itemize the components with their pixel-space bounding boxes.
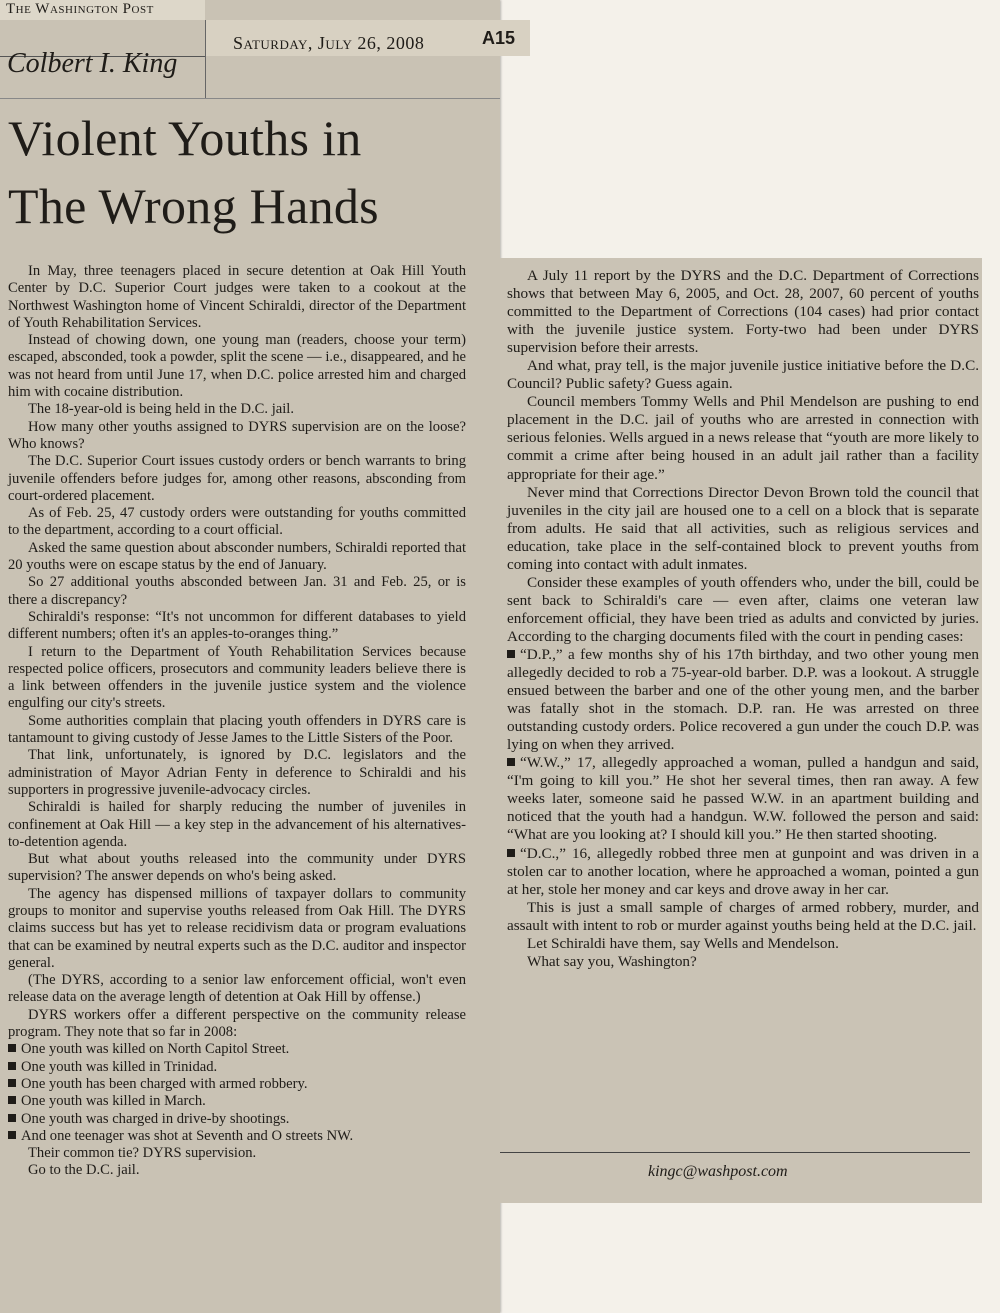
paragraph	[8, 574, 466, 609]
bullet-square-icon	[8, 1079, 16, 1087]
paragraph	[507, 935, 979, 953]
paragraph-text: This is just a small sample of charges of armed robbery, murder, and assault with intent to rob or murder against youths being held at the D.C. jail.	[507, 898, 979, 934]
paragraph	[8, 886, 466, 972]
bullet-square-icon	[507, 849, 515, 857]
bullet-item	[8, 1076, 466, 1093]
paragraph	[8, 332, 466, 401]
byline: Colbert I. King	[7, 48, 178, 79]
bullet-square-icon	[8, 1131, 16, 1139]
paragraph-text: Asked the same question about absconder numbers, Schiraldi reported that 20 youths were on escape status by the end of January.	[8, 539, 466, 574]
paragraph	[8, 851, 466, 886]
bullet-square-icon	[8, 1096, 16, 1104]
headline	[8, 104, 498, 240]
date-text: Saturday, July 26, 2008	[233, 33, 425, 53]
author-email: kingc@washpost.com	[648, 1163, 788, 1180]
paragraph-text: (The DYRS, according to a senior law enforcement official, won't even release data on the average length of detention at Oak Hill by offense.)	[8, 972, 466, 1006]
paragraph	[8, 401, 466, 418]
bullet-square-icon	[8, 1044, 16, 1052]
paragraph	[8, 799, 466, 851]
paragraph	[507, 574, 979, 646]
headline-line-2: The Wrong Hands	[8, 178, 379, 234]
paragraph	[507, 484, 979, 574]
paragraph-text: The agency has dispensed millions of taxpayer dollars to community groups to monitor and supervise youths released from Oak Hill. The DYRS claims success but has yet to release recidivism data or program evaluations that can be examined by neutral experts such as the D.C. auditor and inspector general.	[8, 885, 466, 971]
bullet-item	[507, 845, 979, 899]
bullet-square-icon	[507, 758, 515, 766]
article-column-left	[8, 263, 466, 1180]
article-column-right	[507, 267, 979, 971]
paragraph-text: A July 11 report by the DYRS and the D.C. Department of Corrections shows that between May 6, 2005, and Oct. 28, 2007, 60 percent of youths committed to the Department of Corrections (104 cases) had prior contact with the juvenile justice system. Forty-two had been under DYRS supervision before their arrests.	[507, 267, 979, 357]
paragraph	[8, 644, 466, 713]
paragraph-text: “D.P.,” a few months shy of his 17th birthday, and two other young men allegedly decided to rob a 75-year-old barber. D.P. was a lookout. A struggle ensued between the barber and one of the other young men, and the barber was fatally shot in the stomach. D.P. ran. He was arrested on three outstanding custody orders. Police recovered a gun under the couch D.P. was lying on when they arrived.	[507, 645, 979, 754]
end-rule	[500, 1152, 970, 1153]
paragraph-text: The D.C. Superior Court issues custody orders or bench warrants to bring juvenile offenders before judges for, among other reasons, absconding from court-ordered placement.	[8, 453, 466, 504]
paragraph	[8, 1007, 466, 1042]
paragraph-text: One youth was killed in March.	[21, 1093, 206, 1110]
bullet-item	[507, 646, 979, 754]
paragraph	[8, 972, 466, 1007]
paragraph-text: One youth was killed in Trinidad.	[21, 1058, 218, 1075]
paragraph	[8, 747, 466, 799]
paragraph-text: That link, unfortunately, is ignored by D.C. legislators and the administration of Mayor Adrian Fenty in deference to Schiraldi and his supporters in progressive juvenile-advocacy circles.	[8, 747, 466, 798]
bullet-item	[8, 1041, 466, 1058]
paragraph-text: Never mind that Corrections Director Devon Brown told the council that juveniles in the city jail are housed one to a cell on a block that is separate from adults. He said that all activities, such as religious services and education, take place in the self-contained block to prevent youths from coming into contact with adult inmates.	[507, 483, 979, 573]
paragraph-text: How many other youths assigned to DYRS supervision are on the loose? Who knows?	[8, 418, 466, 452]
paragraph	[8, 263, 466, 332]
paragraph-text: What say you, Washington?	[527, 952, 697, 970]
bullet-item	[8, 1111, 466, 1128]
paragraph-text: Council members Tommy Wells and Phil Mendelson are pushing to end placement in the D.C. jail of youths who are arrested in connection with serious felonies. Wells argued in a news release that “youth are more likely to commit a crime after being housed in an adult jail rather than a facility appropriate for their age.”	[507, 393, 979, 483]
paragraph-text: And what, pray tell, is the major juvenile justice initiative before the D.C. Council? Public safety? Guess again.	[507, 357, 979, 393]
bullet-item	[507, 754, 979, 844]
paragraph-text: Schiraldi is hailed for sharply reducing the number of juveniles in confinement at Oak Hill — a key step in the advancement of his alternatives-to-detention agenda.	[8, 799, 466, 850]
paragraph-text: Instead of chowing down, one young man (readers, choose your term) escaped, absconded, took a powder, split the scene — i.e., disappeared, and he was not heard from until June 17, when D.C. police arrested him and charged him with cocaine distribution.	[8, 332, 466, 401]
paragraph-text: “W.W.,” 17, allegedly approached a woman, pulled a handgun and said, “I'm going to kill you.” He shot her several times, then ran away. A few weeks later, someone said he passed W.W. in an apartment building and noticed that the youth had a handgun. W.W. followed the person and said: “What are you looking at? I should kill you.” He then started shooting.	[507, 754, 979, 844]
bullet-square-icon	[8, 1114, 16, 1122]
paragraph	[507, 899, 979, 935]
byline-divider	[205, 20, 206, 98]
paragraph-text: “D.C.,” 16, allegedly robbed three men at gunpoint and was driven in a stolen car to another location, where he approached a woman, pointed a gun at her, stole her money and car keys and drove away in her car.	[507, 844, 979, 898]
header-rule	[0, 98, 500, 99]
paragraph-text: One youth was charged in drive-by shootings.	[21, 1110, 290, 1127]
paragraph-text: Let Schiraldi have them, say Wells and Mendelson.	[527, 934, 839, 952]
paragraph-text: Some authorities complain that placing youth offenders in DYRS care is tantamount to giving custody of Jesse James to the Little Sisters of the Poor.	[8, 712, 466, 747]
bullet-item	[8, 1059, 466, 1076]
paragraph	[507, 357, 979, 393]
paragraph-text: So 27 additional youths absconded between Jan. 31 and Feb. 25, or is there a discrepancy?	[8, 574, 466, 608]
page-number: A15	[482, 28, 516, 48]
paragraph	[507, 267, 979, 357]
publication-date	[233, 33, 424, 54]
bullet-square-icon	[507, 650, 515, 658]
paragraph-text: As of Feb. 25, 47 custody orders were outstanding for youths committed to the department, according to a court official.	[8, 505, 466, 539]
paragraph	[8, 1145, 466, 1162]
paragraph-text: One youth has been charged with armed robbery.	[21, 1075, 308, 1092]
paragraph	[8, 419, 466, 454]
paragraph-text: Consider these examples of youth offenders who, under the bill, could be sent back to Schiraldi's care — even after, claims one veteran law enforcement official, they have been tried as adults and convicted by juries. According to the charging documents filed with the court in pending cases:	[507, 573, 979, 645]
paragraph-text: And one teenager was shot at Seventh and O streets NW.	[21, 1127, 354, 1144]
paragraph	[8, 1162, 466, 1179]
paragraph-text: One youth was killed on North Capitol Street.	[21, 1041, 290, 1058]
paragraph-text: DYRS workers offer a different perspective on the community release program. They note that so far in 2008:	[8, 1006, 466, 1041]
paragraph-text: Go to the D.C. jail.	[28, 1162, 140, 1179]
paragraph-text: But what about youths released into the community under DYRS supervision? The answer depends on who's being asked.	[8, 851, 466, 885]
paragraph	[8, 609, 466, 644]
paragraph	[507, 953, 979, 971]
paragraph-text: The 18-year-old is being held in the D.C. jail.	[28, 401, 294, 418]
publication-name: The Washington Post	[6, 1, 154, 17]
paragraph	[507, 393, 979, 483]
paragraph	[8, 453, 466, 505]
bullet-item	[8, 1093, 466, 1110]
headline-line-1: Violent Youths in	[8, 110, 362, 166]
paragraph-text: I return to the Department of Youth Rehabilitation Services because respected police officers, prosecutors and community leaders believe there is a link between offenders in the juvenile justice system and the violence engulfing our city's streets.	[8, 643, 466, 712]
paragraph-text: Schiraldi's response: “It's not uncommon for different databases to yield different numbers; often it's an apples-to-oranges thing.”	[8, 608, 466, 643]
paragraph-text: Their common tie? DYRS supervision.	[28, 1145, 257, 1162]
paragraph	[8, 713, 466, 748]
paragraph-text: In May, three teenagers placed in secure detention at Oak Hill Youth Center by D.C. Superior Court judges were taken to a cookout at the Northwest Washington home of Vincent Schiraldi, director of the Department of Youth Rehabilitation Services.	[8, 263, 466, 331]
paragraph	[8, 505, 466, 540]
bullet-item	[8, 1128, 466, 1145]
paragraph	[8, 540, 466, 575]
bullet-square-icon	[8, 1062, 16, 1070]
